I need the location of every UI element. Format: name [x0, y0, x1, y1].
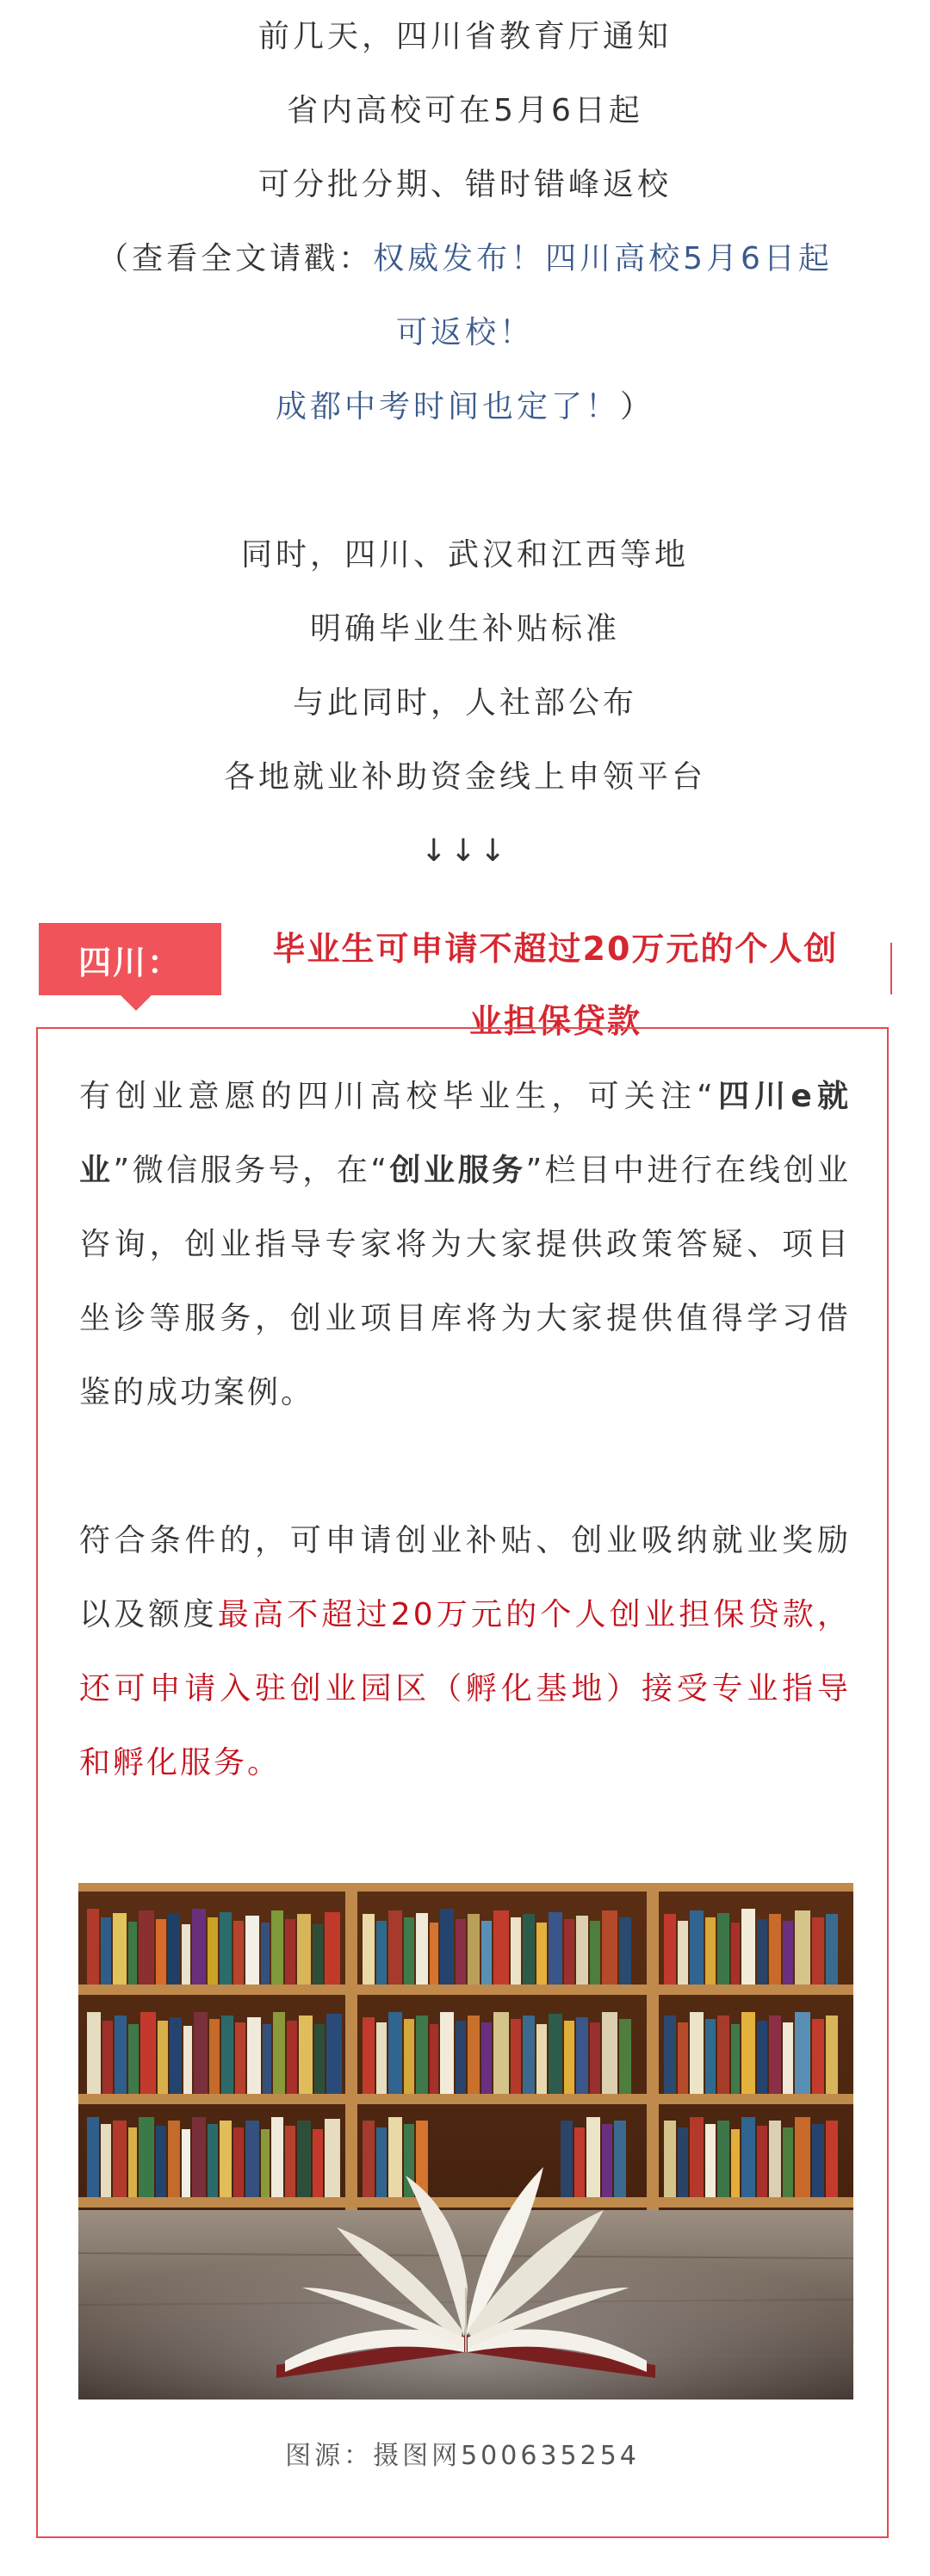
paragraph-1	[79, 1060, 851, 1430]
intro-line: 省内高校可在5月6日起	[287, 93, 643, 128]
article-link-2[interactable]: 成都中考时间也定了！	[275, 389, 620, 424]
intro-line: 同时，四川、武汉和江西等地	[240, 537, 689, 573]
intro-link-line	[0, 222, 930, 296]
intro-line: 可分批分期、错时错峰返校	[257, 167, 672, 202]
intro-link-line	[0, 370, 930, 444]
intro-block	[0, 0, 930, 889]
intro-line: 前几天，四川省教育厅通知	[257, 19, 672, 54]
article-link-1[interactable]: 权威发布！四川高校5月6日起	[373, 241, 833, 276]
p1-text: 有创业意愿的四川高校毕业生，可关注“	[79, 1079, 716, 1114]
down-arrows-icon: ↓↓↓	[420, 833, 510, 869]
column-name: 创业服务	[389, 1153, 526, 1188]
section-header	[39, 913, 896, 1040]
intro-link-line	[0, 296, 930, 370]
paren-open-text: （查看全文请戳：	[97, 241, 374, 276]
article-link-1-cont[interactable]: 可返校！	[395, 315, 534, 350]
section-tag: 四川：	[39, 923, 221, 995]
paragraph-2	[79, 1504, 851, 1800]
p2-highlight: 最高不超过20万元的个人创业担保贷款，还可申请入驻创业园区（孵化基地）接受专业指导和孵化服务。	[79, 1597, 851, 1780]
section-title-line1: 毕业生可申请不超过20万元的个人创	[272, 930, 839, 968]
p2-text: 符合条件的，可申请创业补贴、创业吸纳就业奖励以及额度	[79, 1523, 851, 1632]
content-card	[36, 1027, 889, 2538]
spacer	[0, 444, 930, 518]
intro-line: 与此同时，人社部公布	[292, 685, 637, 721]
paren-close-text: ）	[620, 389, 655, 424]
section-title-line2: 业担保贷款	[468, 1002, 642, 1040]
bookshelf-illustration	[78, 1883, 853, 2400]
tag-pointer-icon	[121, 995, 152, 1011]
p1-text: ”微信服务号，在“	[113, 1153, 390, 1188]
library-books-photo	[78, 1883, 853, 2400]
intro-line: 各地就业补助资金线上申领平台	[223, 759, 706, 795]
service-name: 四川e就业	[79, 1079, 851, 1188]
image-caption: 图源：摄图网500635254	[285, 2441, 640, 2471]
p1-text: ”栏目中进行在线创业咨询，创业指导专家将为大家提供政策答疑、项目坐诊等服务，创业项目库将为大家提供值得学习借鉴的成功案例。	[79, 1153, 851, 1410]
intro-line: 明确毕业生补贴标准	[309, 611, 620, 647]
header-divider	[890, 943, 892, 994]
